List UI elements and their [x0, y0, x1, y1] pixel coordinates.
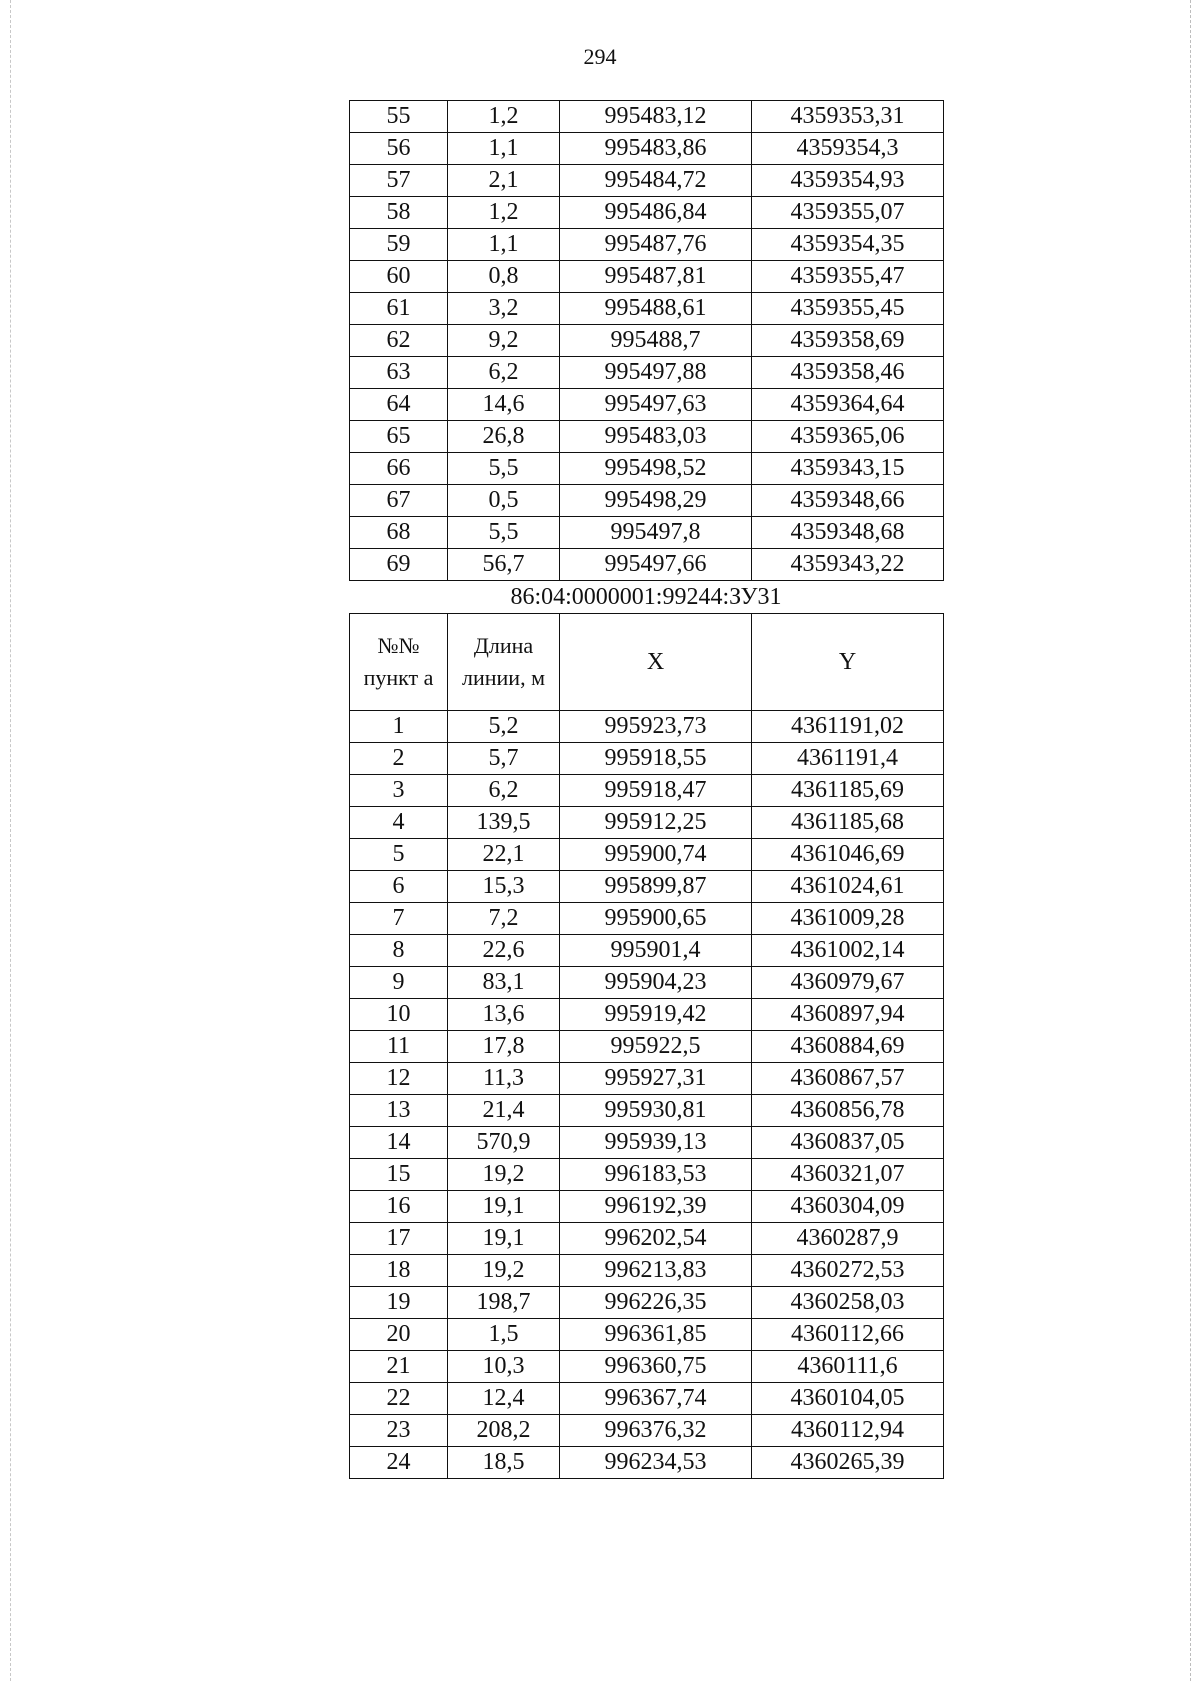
cell-x: 995919,42	[560, 999, 752, 1031]
cell-x: 995918,55	[560, 743, 752, 775]
cell-point-number: 1	[350, 711, 448, 743]
table-row	[350, 999, 944, 1031]
cell-line-length: 1,1	[448, 133, 560, 165]
cell-y: 4361185,69	[752, 775, 944, 807]
coordinates-table-zu31-body	[350, 711, 944, 1479]
cell-point-number: 20	[350, 1319, 448, 1351]
table-row	[350, 775, 944, 807]
cell-y: 4361191,02	[752, 711, 944, 743]
cell-point-number: 68	[350, 517, 448, 549]
cell-line-length: 21,4	[448, 1095, 560, 1127]
section-title: 86:04:0000001:99244:ЗУ31	[510, 584, 782, 610]
cell-line-length: 5,5	[448, 453, 560, 485]
cell-line-length: 22,6	[448, 935, 560, 967]
cell-x: 995918,47	[560, 775, 752, 807]
cell-x: 995484,72	[560, 165, 752, 197]
table-row	[350, 229, 944, 261]
cell-y: 4360979,67	[752, 967, 944, 999]
cell-x: 995923,73	[560, 711, 752, 743]
table-row	[350, 807, 944, 839]
table-row	[350, 1319, 944, 1351]
cell-x: 995939,13	[560, 1127, 752, 1159]
cell-line-length: 19,1	[448, 1223, 560, 1255]
cell-point-number: 7	[350, 903, 448, 935]
cell-x: 995899,87	[560, 871, 752, 903]
cell-y: 4359343,15	[752, 453, 944, 485]
cell-line-length: 2,1	[448, 165, 560, 197]
cell-y: 4360867,57	[752, 1063, 944, 1095]
cell-y: 4360112,66	[752, 1319, 944, 1351]
coordinates-table-continued-body	[350, 101, 944, 581]
cell-point-number: 16	[350, 1191, 448, 1223]
scan-margin-right	[1190, 0, 1192, 1681]
header-line-length: Длина линии, м	[448, 614, 560, 711]
table-row	[350, 967, 944, 999]
cell-point-number: 19	[350, 1287, 448, 1319]
cell-line-length: 139,5	[448, 807, 560, 839]
cell-point-number: 63	[350, 357, 448, 389]
table-row	[350, 935, 944, 967]
cell-point-number: 55	[350, 101, 448, 133]
cell-x: 995497,66	[560, 549, 752, 581]
cell-point-number: 13	[350, 1095, 448, 1127]
table-row	[350, 1063, 944, 1095]
cell-x: 995912,25	[560, 807, 752, 839]
cell-x: 995930,81	[560, 1095, 752, 1127]
cell-y: 4360897,94	[752, 999, 944, 1031]
coordinates-table-zu31	[349, 613, 944, 1479]
cell-x: 995497,8	[560, 517, 752, 549]
cell-point-number: 66	[350, 453, 448, 485]
cell-x: 995483,03	[560, 421, 752, 453]
table-row	[350, 165, 944, 197]
cell-line-length: 14,6	[448, 389, 560, 421]
cell-point-number: 62	[350, 325, 448, 357]
cell-line-length: 56,7	[448, 549, 560, 581]
table-row	[350, 421, 944, 453]
cell-y: 4361024,61	[752, 871, 944, 903]
table-header-row	[350, 614, 944, 711]
cell-y: 4361009,28	[752, 903, 944, 935]
cell-y: 4359354,93	[752, 165, 944, 197]
cell-y: 4360265,39	[752, 1447, 944, 1479]
cell-x: 995900,65	[560, 903, 752, 935]
cell-point-number: 10	[350, 999, 448, 1031]
cell-line-length: 6,2	[448, 357, 560, 389]
cell-point-number: 57	[350, 165, 448, 197]
cell-point-number: 5	[350, 839, 448, 871]
cell-line-length: 11,3	[448, 1063, 560, 1095]
cell-point-number: 59	[350, 229, 448, 261]
cell-x: 996183,53	[560, 1159, 752, 1191]
cell-x: 995901,4	[560, 935, 752, 967]
cell-x: 995498,29	[560, 485, 752, 517]
cell-y: 4359358,46	[752, 357, 944, 389]
cell-point-number: 22	[350, 1383, 448, 1415]
cell-y: 4359365,06	[752, 421, 944, 453]
table-row	[350, 1223, 944, 1255]
cell-line-length: 570,9	[448, 1127, 560, 1159]
cell-y: 4359348,66	[752, 485, 944, 517]
cell-x: 996202,54	[560, 1223, 752, 1255]
table-row	[350, 453, 944, 485]
cell-line-length: 9,2	[448, 325, 560, 357]
coordinates-table-continued	[349, 100, 944, 581]
cell-point-number: 3	[350, 775, 448, 807]
cell-y: 4359343,22	[752, 549, 944, 581]
cell-x: 996376,32	[560, 1415, 752, 1447]
cell-point-number: 11	[350, 1031, 448, 1063]
table-row	[350, 1255, 944, 1287]
cell-x: 995483,12	[560, 101, 752, 133]
table-row	[350, 711, 944, 743]
table-row	[350, 197, 944, 229]
table-row	[350, 485, 944, 517]
cell-y: 4359355,45	[752, 293, 944, 325]
table-row	[350, 389, 944, 421]
table-row	[350, 1159, 944, 1191]
cell-point-number: 4	[350, 807, 448, 839]
table-row	[350, 1031, 944, 1063]
cell-x: 995488,7	[560, 325, 752, 357]
cell-y: 4360856,78	[752, 1095, 944, 1127]
cell-x: 995497,88	[560, 357, 752, 389]
table-row	[350, 743, 944, 775]
cell-point-number: 69	[350, 549, 448, 581]
cell-line-length: 18,5	[448, 1447, 560, 1479]
table-row	[350, 1447, 944, 1479]
cell-line-length: 208,2	[448, 1415, 560, 1447]
cell-point-number: 64	[350, 389, 448, 421]
table-row	[350, 1383, 944, 1415]
cell-x: 996213,83	[560, 1255, 752, 1287]
cell-point-number: 60	[350, 261, 448, 293]
cell-line-length: 0,5	[448, 485, 560, 517]
cell-line-length: 12,4	[448, 1383, 560, 1415]
cell-x: 995927,31	[560, 1063, 752, 1095]
cell-point-number: 56	[350, 133, 448, 165]
cell-line-length: 1,2	[448, 197, 560, 229]
cell-y: 4360258,03	[752, 1287, 944, 1319]
cell-x: 995498,52	[560, 453, 752, 485]
header-point-number: №№ пункт а	[350, 614, 448, 711]
cell-point-number: 21	[350, 1351, 448, 1383]
cell-x: 995922,5	[560, 1031, 752, 1063]
cell-y: 4361002,14	[752, 935, 944, 967]
cell-line-length: 19,2	[448, 1255, 560, 1287]
table-row	[350, 517, 944, 549]
cell-y: 4359348,68	[752, 517, 944, 549]
cell-y: 4360111,6	[752, 1351, 944, 1383]
table-row	[350, 357, 944, 389]
cell-point-number: 23	[350, 1415, 448, 1447]
cell-x: 996226,35	[560, 1287, 752, 1319]
page-number: 294	[583, 44, 617, 69]
cell-line-length: 5,5	[448, 517, 560, 549]
cell-y: 4361185,68	[752, 807, 944, 839]
cell-x: 996367,74	[560, 1383, 752, 1415]
cell-y: 4360837,05	[752, 1127, 944, 1159]
table-row	[350, 293, 944, 325]
table-row	[350, 549, 944, 581]
cell-line-length: 19,2	[448, 1159, 560, 1191]
cell-point-number: 14	[350, 1127, 448, 1159]
cell-y: 4359355,47	[752, 261, 944, 293]
table-row	[350, 1287, 944, 1319]
cell-x: 996234,53	[560, 1447, 752, 1479]
cell-y: 4360272,53	[752, 1255, 944, 1287]
cell-y: 4359364,64	[752, 389, 944, 421]
cell-x: 995486,84	[560, 197, 752, 229]
cell-line-length: 1,5	[448, 1319, 560, 1351]
cell-y: 4360884,69	[752, 1031, 944, 1063]
cell-y: 4361191,4	[752, 743, 944, 775]
cell-line-length: 17,8	[448, 1031, 560, 1063]
cell-y: 4360321,07	[752, 1159, 944, 1191]
cell-point-number: 24	[350, 1447, 448, 1479]
cell-line-length: 198,7	[448, 1287, 560, 1319]
cell-line-length: 83,1	[448, 967, 560, 999]
scan-margin-left	[10, 0, 12, 1681]
cell-y: 4361046,69	[752, 839, 944, 871]
table-row	[350, 871, 944, 903]
cell-line-length: 22,1	[448, 839, 560, 871]
cell-point-number: 12	[350, 1063, 448, 1095]
cell-y: 4359354,3	[752, 133, 944, 165]
cell-line-length: 19,1	[448, 1191, 560, 1223]
cell-y: 4360287,9	[752, 1223, 944, 1255]
cell-point-number: 9	[350, 967, 448, 999]
cell-point-number: 17	[350, 1223, 448, 1255]
table-row	[350, 1095, 944, 1127]
cell-line-length: 0,8	[448, 261, 560, 293]
cell-line-length: 7,2	[448, 903, 560, 935]
cell-line-length: 10,3	[448, 1351, 560, 1383]
table-row	[350, 1415, 944, 1447]
header-y: Y	[752, 614, 944, 711]
cell-line-length: 6,2	[448, 775, 560, 807]
cell-x: 996361,85	[560, 1319, 752, 1351]
cell-line-length: 1,1	[448, 229, 560, 261]
table-row	[350, 1191, 944, 1223]
cell-line-length: 15,3	[448, 871, 560, 903]
table-row	[350, 903, 944, 935]
cell-point-number: 6	[350, 871, 448, 903]
cell-x: 996192,39	[560, 1191, 752, 1223]
cell-y: 4359353,31	[752, 101, 944, 133]
cell-point-number: 2	[350, 743, 448, 775]
cell-x: 995483,86	[560, 133, 752, 165]
cell-line-length: 13,6	[448, 999, 560, 1031]
table-row	[350, 101, 944, 133]
cell-x: 995487,81	[560, 261, 752, 293]
cell-y: 4359355,07	[752, 197, 944, 229]
cell-y: 4359354,35	[752, 229, 944, 261]
table-row	[350, 133, 944, 165]
table-row	[350, 261, 944, 293]
cell-x: 995488,61	[560, 293, 752, 325]
cell-point-number: 61	[350, 293, 448, 325]
cell-point-number: 18	[350, 1255, 448, 1287]
table-row	[350, 1127, 944, 1159]
cell-line-length: 5,2	[448, 711, 560, 743]
cell-y: 4360304,09	[752, 1191, 944, 1223]
cell-line-length: 1,2	[448, 101, 560, 133]
cell-point-number: 15	[350, 1159, 448, 1191]
header-x: X	[560, 614, 752, 711]
cell-point-number: 8	[350, 935, 448, 967]
cell-line-length: 3,2	[448, 293, 560, 325]
cell-x: 996360,75	[560, 1351, 752, 1383]
cell-point-number: 67	[350, 485, 448, 517]
cell-point-number: 58	[350, 197, 448, 229]
table-row	[350, 839, 944, 871]
cell-line-length: 5,7	[448, 743, 560, 775]
cell-y: 4359358,69	[752, 325, 944, 357]
cell-x: 995497,63	[560, 389, 752, 421]
table-row	[350, 1351, 944, 1383]
cell-y: 4360112,94	[752, 1415, 944, 1447]
cell-x: 995487,76	[560, 229, 752, 261]
cell-x: 995900,74	[560, 839, 752, 871]
cell-x: 995904,23	[560, 967, 752, 999]
cell-y: 4360104,05	[752, 1383, 944, 1415]
document-body	[349, 100, 943, 1479]
cell-line-length: 26,8	[448, 421, 560, 453]
cell-point-number: 65	[350, 421, 448, 453]
table-row	[350, 325, 944, 357]
